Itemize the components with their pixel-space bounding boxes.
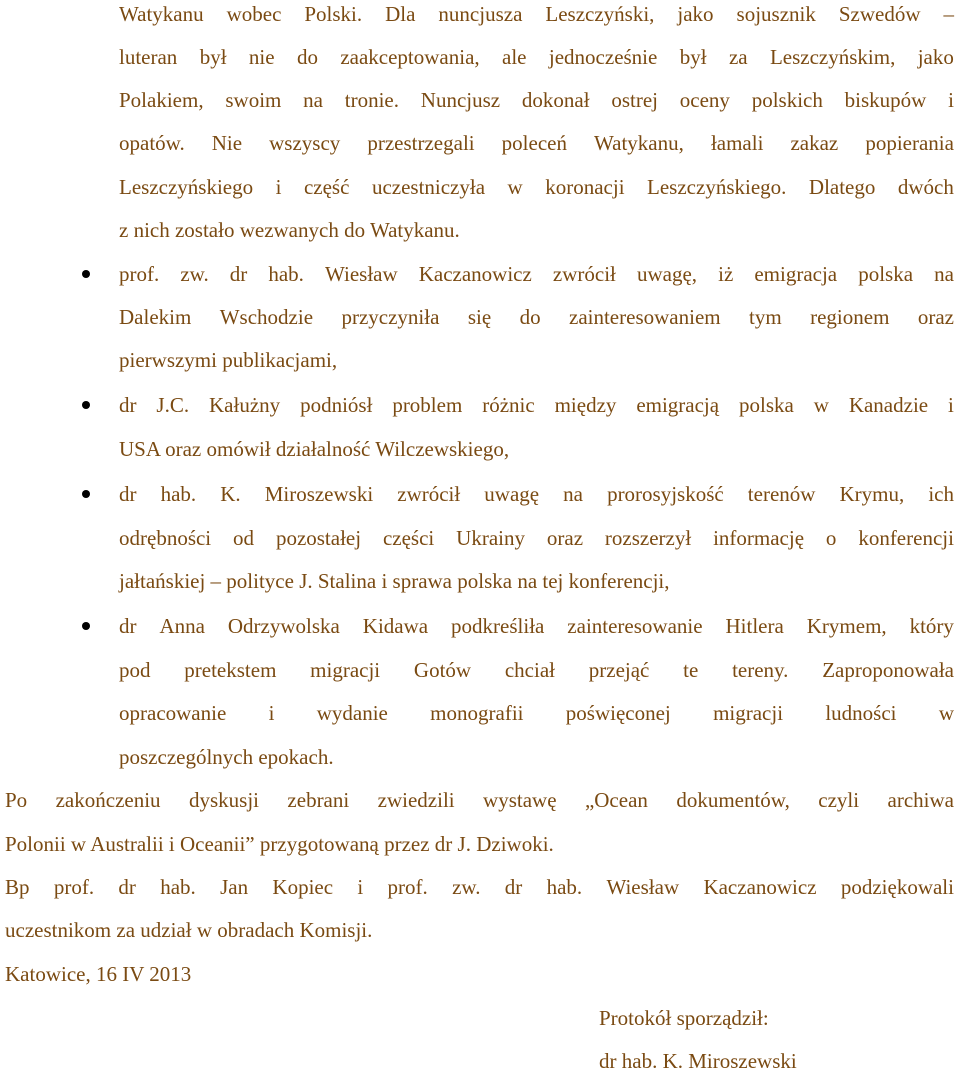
- word: zwiedzili: [377, 788, 455, 812]
- word: ich: [928, 482, 954, 506]
- word: na: [303, 88, 323, 112]
- word: w: [938, 701, 954, 725]
- list-item-line: [119, 613, 954, 639]
- word: i: [357, 875, 364, 899]
- word: Wiesław: [606, 875, 680, 899]
- word: i: [275, 175, 282, 199]
- word: nuncjusza: [438, 2, 523, 26]
- word: rozszerzył: [604, 526, 692, 550]
- word: zwrócił: [397, 482, 461, 506]
- word: koronacji: [545, 175, 625, 199]
- word: opracowanie: [119, 701, 227, 725]
- word: pozostałej: [275, 526, 362, 550]
- word: Odrzywolska: [227, 614, 340, 638]
- word: Kaczanowicz: [418, 262, 532, 286]
- list-item-line: [119, 392, 954, 418]
- list-item-line: [119, 481, 954, 507]
- word: Dalekim: [119, 305, 192, 329]
- word: różnic: [482, 393, 535, 417]
- closing-line: Polonii w Australii i Oceanii” przygotowaną przez dr J. Dziwoki.: [5, 832, 554, 856]
- word: i: [948, 393, 954, 417]
- word: część: [303, 175, 350, 199]
- word: Leszczyńskiego.: [647, 175, 787, 199]
- word: jako: [917, 45, 954, 69]
- word: Po: [5, 788, 28, 812]
- word: zainteresowanie: [567, 614, 703, 638]
- word: odrębności: [119, 526, 212, 550]
- word: konferencji: [858, 526, 954, 550]
- word: uwagę: [484, 482, 540, 506]
- word: czyli: [818, 788, 860, 812]
- word: iż: [718, 262, 734, 286]
- word: w: [507, 175, 523, 199]
- word: jako: [677, 2, 714, 26]
- word: i: [948, 88, 954, 112]
- word: ostrej: [611, 88, 658, 112]
- intro-line: z nich zostało wezwanych do Watykanu.: [119, 218, 460, 242]
- word: przyczyniła: [341, 305, 440, 329]
- word: chciał: [504, 658, 555, 682]
- intro-line: [119, 130, 954, 156]
- word: polskich: [751, 88, 823, 112]
- word: uczestniczyła: [371, 175, 486, 199]
- word: Leszczyńskim,: [769, 45, 896, 69]
- word: dr: [119, 393, 137, 417]
- word: przestrzegali: [367, 131, 475, 155]
- word: Zaproponowała: [822, 658, 954, 682]
- word: Leszczyńskiego: [119, 175, 254, 199]
- word: migracji: [310, 658, 381, 682]
- word: Dla: [385, 2, 416, 26]
- word: zainteresowaniem: [569, 305, 721, 329]
- word: Ukrainy: [456, 526, 525, 550]
- word: Watykanu: [119, 2, 204, 26]
- word: „Ocean: [584, 788, 648, 812]
- list-item-line: USA oraz omówił działalność Wilczewskiego,: [119, 437, 510, 461]
- word: podniósł: [300, 393, 373, 417]
- word: dr: [119, 614, 137, 638]
- signature-name: dr hab. K. Miroszewski: [599, 1049, 797, 1073]
- word: między: [554, 393, 617, 417]
- closing-line: uczestnikom za udział w obradach Komisji.: [5, 918, 373, 942]
- word: migracji: [713, 701, 784, 725]
- word: który: [909, 614, 954, 638]
- word: ludności: [825, 701, 897, 725]
- word: pretekstem: [184, 658, 277, 682]
- word: popierania: [865, 131, 954, 155]
- word: od: [233, 526, 255, 550]
- word: K.: [220, 482, 241, 506]
- word: tereny.: [732, 658, 789, 682]
- word: dyskusji: [188, 788, 259, 812]
- word: zebrani: [287, 788, 350, 812]
- word: zw.: [180, 262, 209, 286]
- bullet-icon: [82, 490, 90, 498]
- word: wydanie: [316, 701, 388, 725]
- word: Krymu,: [839, 482, 905, 506]
- word: Dlatego: [808, 175, 876, 199]
- word: do: [519, 305, 541, 329]
- list-item-line: [119, 657, 954, 683]
- word: w: [813, 393, 829, 417]
- word: dr: [118, 875, 136, 899]
- word: Gotów: [413, 658, 472, 682]
- word: dr: [504, 875, 523, 899]
- word: tym: [749, 305, 782, 329]
- word: emigracją: [636, 393, 720, 417]
- closing-line: [5, 787, 954, 813]
- word: Wiesław: [325, 262, 398, 286]
- word: był: [199, 45, 227, 69]
- word: dr: [229, 262, 248, 286]
- word: zaakceptowania,: [340, 45, 480, 69]
- intro-line: [119, 87, 954, 113]
- word: łamali: [710, 131, 764, 155]
- word: Krymem,: [806, 614, 887, 638]
- word: Jan: [220, 875, 249, 899]
- word: –: [943, 2, 954, 26]
- word: Anna: [159, 614, 205, 638]
- word: o: [825, 526, 837, 550]
- word: emigracja: [754, 262, 838, 286]
- word: Szwedów: [838, 2, 921, 26]
- list-item-line: [119, 525, 954, 551]
- bullet-icon: [82, 401, 90, 409]
- word: biskupów: [844, 88, 927, 112]
- word: polska: [739, 393, 794, 417]
- word: podziękowali: [840, 875, 954, 899]
- place-date: Katowice, 16 IV 2013: [5, 962, 192, 986]
- list-item-line: [119, 261, 954, 287]
- word: oceny: [679, 88, 730, 112]
- word: dokonał: [521, 88, 590, 112]
- word: zwrócił: [552, 262, 616, 286]
- word: Kanadzie: [848, 393, 929, 417]
- word: oraz: [546, 526, 584, 550]
- word: uwagę,: [636, 262, 698, 286]
- word: zakaz: [790, 131, 839, 155]
- list-item-line: [119, 304, 954, 330]
- word: luteran: [119, 45, 178, 69]
- signature-label: Protokół sporządził:: [599, 1006, 769, 1030]
- word: terenów: [747, 482, 816, 506]
- word: tronie.: [344, 88, 399, 112]
- word: części: [382, 526, 435, 550]
- word: dwóch: [897, 175, 954, 199]
- word: zakończeniu: [55, 788, 161, 812]
- word: te: [683, 658, 699, 682]
- intro-line: [119, 174, 954, 200]
- word: Nuncjusz: [420, 88, 501, 112]
- word: sojusznik: [736, 2, 816, 26]
- closing-line: [5, 874, 954, 900]
- list-item-line: jałtańskiej – polityce J. Stalina i sprawa polska na tej konferencji,: [119, 569, 670, 593]
- word: polska: [858, 262, 914, 286]
- word: Kopiec: [272, 875, 334, 899]
- word: hab.: [268, 262, 304, 286]
- word: na: [934, 262, 954, 286]
- word: dokumentów,: [676, 788, 790, 812]
- word: poświęconej: [565, 701, 671, 725]
- word: archiwa: [887, 788, 954, 812]
- word: Polakiem,: [119, 88, 204, 112]
- list-item-line: [119, 700, 954, 726]
- list-item-line: poszczególnych epokach.: [119, 745, 334, 769]
- word: Miroszewski: [264, 482, 374, 506]
- word: wszyscy: [269, 131, 341, 155]
- bullet-icon: [82, 270, 90, 278]
- word: prorosyjskość: [607, 482, 724, 506]
- word: Watykanu,: [594, 131, 684, 155]
- word: pod: [119, 658, 151, 682]
- word: jednocześnie: [548, 45, 658, 69]
- word: Leszczyński,: [545, 2, 655, 26]
- word: się: [467, 305, 492, 329]
- word: podkreśliła: [451, 614, 545, 638]
- word: Kaczanowicz: [703, 875, 817, 899]
- word: regionem: [810, 305, 890, 329]
- word: hab.: [546, 875, 583, 899]
- bullet-icon: [82, 622, 90, 630]
- word: Hitlera: [725, 614, 784, 638]
- word: problem: [392, 393, 463, 417]
- word: hab.: [160, 482, 197, 506]
- word: prof.: [119, 262, 160, 286]
- word: J.C.: [156, 393, 190, 417]
- word: Wschodzie: [219, 305, 314, 329]
- word: Polski.: [304, 2, 363, 26]
- word: Kałużny: [209, 393, 281, 417]
- word: zw.: [452, 875, 481, 899]
- word: opatów.: [119, 131, 185, 155]
- word: informację: [713, 526, 805, 550]
- intro-line: [119, 44, 954, 70]
- word: poleceń: [501, 131, 567, 155]
- word: przejąć: [588, 658, 650, 682]
- word: wobec: [226, 2, 282, 26]
- word: na: [563, 482, 583, 506]
- word: nie: [248, 45, 275, 69]
- list-item-line: pierwszymi publikacjami,: [119, 348, 338, 372]
- word: do: [296, 45, 318, 69]
- word: prof.: [53, 875, 95, 899]
- word: był: [679, 45, 707, 69]
- word: swoim: [225, 88, 282, 112]
- word: oraz: [917, 305, 954, 329]
- word: monografii: [430, 701, 524, 725]
- word: wystawę: [483, 788, 557, 812]
- word: i: [268, 701, 275, 725]
- word: Bp: [5, 875, 30, 899]
- word: prof.: [387, 875, 428, 899]
- word: ale: [502, 45, 527, 69]
- word: dr: [119, 482, 137, 506]
- word: hab.: [160, 875, 196, 899]
- word: Kidawa: [362, 614, 429, 638]
- word: Nie: [211, 131, 243, 155]
- word: za: [728, 45, 748, 69]
- intro-line: [119, 1, 954, 27]
